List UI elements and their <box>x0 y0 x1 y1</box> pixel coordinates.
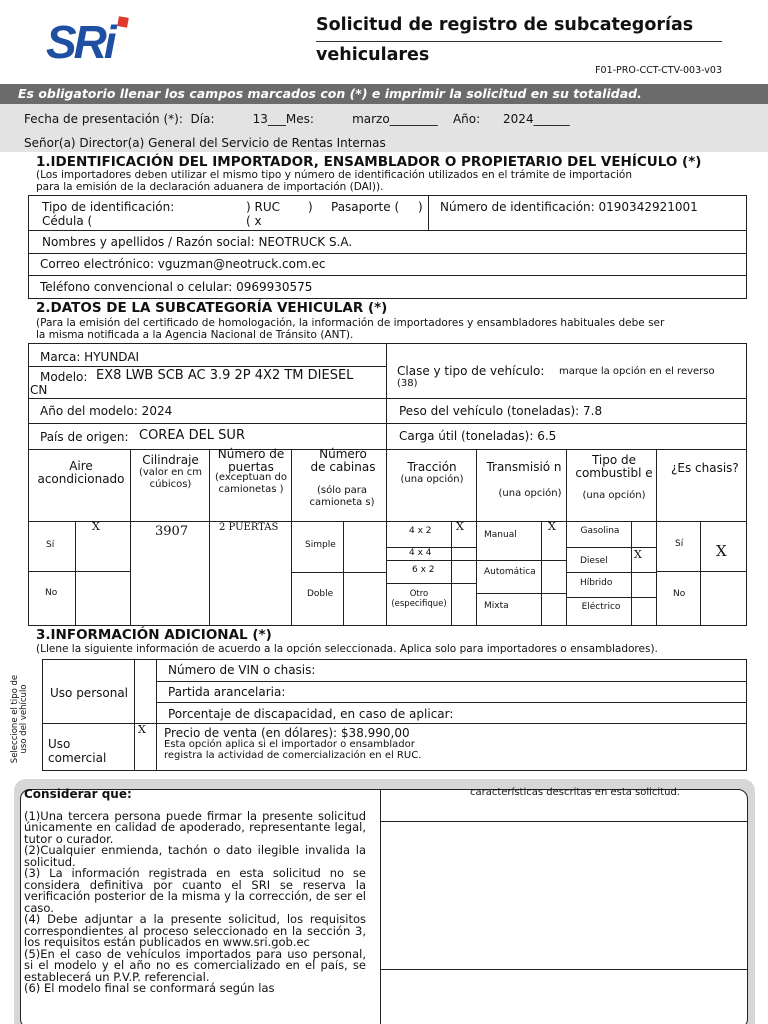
comb-electrico: Eléctrico <box>581 602 621 612</box>
vin-field[interactable]: Número de VIN o chasis: <box>168 663 316 677</box>
aire-no: No <box>45 588 58 598</box>
trans-automatica: Automática <box>484 567 536 577</box>
section2-title: 2.DATOS DE LA SUBCATEGORÍA VEHICULAR (*) <box>36 300 388 316</box>
col-combustible: Tipo de combustibl e <box>575 453 653 480</box>
consider-item-6: (6) El modelo final se conformará según las <box>24 981 275 995</box>
section3-title: 3.INFORMACIÓN ADICIONAL (*) <box>36 627 272 643</box>
chasis-mark[interactable]: X <box>716 542 727 560</box>
traccion-4x2: 4 x 2 <box>409 526 432 536</box>
ruc-option[interactable]: ) RUC <box>246 200 280 214</box>
email-field[interactable]: Correo electrónico: vguzman@neotruck.com.ec <box>40 257 326 271</box>
cilindraje-value[interactable]: 3907 <box>155 524 189 539</box>
pasaporte-option[interactable]: Pasaporte ( <box>331 200 400 214</box>
col-cabinas: Número de cabinas <box>310 447 376 474</box>
consider-right-text: características descritas en esta solicitud. <box>470 787 680 798</box>
section1-note-2: para la emisión de la declaración aduanera de importación (DAI)). <box>36 181 384 193</box>
partida-field[interactable]: Partida arancelaria: <box>168 685 286 699</box>
id-type-label: Tipo de identificación: <box>42 200 175 214</box>
section2-note-2: la misma notificada a la Agencia Nacional de Tránsito (ANT). <box>36 329 354 341</box>
uso-comercial-mark[interactable]: X <box>138 723 146 736</box>
consider-item-5: (5)En el caso de vehículos importados para uso personal, si el modelo y el año no es comercializado en el país, se establecerá un P.V.P. referencial. <box>24 946 366 984</box>
comb-diesel-mark[interactable]: X <box>634 548 642 561</box>
names-field[interactable]: Nombres y apellidos / Razón social: NEOTRUCK S.A. <box>42 235 353 249</box>
traccion-otro: Otro (especifique) <box>391 589 447 609</box>
phone-field[interactable]: Teléfono convencional o celular: 0969930575 <box>40 280 313 294</box>
discapacidad-field[interactable]: Porcentaje de discapacidad, en caso de aplicar: <box>168 707 454 721</box>
precio-field[interactable]: Precio de venta (en dólares): $38.990,00 <box>164 726 410 740</box>
peso-field[interactable]: Peso del vehículo (toneladas): 7.8 <box>399 404 603 418</box>
chasis-no: No <box>673 589 686 599</box>
precio-note-1: Esta opción aplica si el importador o ensamblador <box>164 739 415 750</box>
anio-modelo-field[interactable]: Año del modelo: 2024 <box>40 404 173 418</box>
svg-text:SRi: SRi <box>46 16 114 64</box>
page-title <box>316 10 726 70</box>
comb-diesel: Diesel <box>580 556 608 566</box>
clase-reference: (38) <box>397 378 418 389</box>
id-number-field[interactable]: Número de identificación: 0190342921001 <box>440 200 698 214</box>
col-traccion-sub: (una opción) <box>400 474 464 485</box>
trans-manual-mark[interactable]: X <box>548 520 556 533</box>
section1-title: 1.IDENTIFICACIÓN DEL IMPORTADOR, ENSAMBLADOR O PROPIETARIO DEL VEHÍCULO (*) <box>36 154 702 170</box>
title-line-1: Solicitud de registro de subcategorías <box>316 15 694 35</box>
section2-note-1: (Para la emisión del certificado de homologación, la información de importadores y ensambladores habituales debe ser <box>36 317 665 329</box>
form-code: F01-PRO-CCT-CTV-003-v03 <box>595 65 722 76</box>
modelo-continuation: CN <box>30 383 48 397</box>
traccion-4x4: 4 x 4 <box>409 548 432 558</box>
comb-hibrido: Híbrido <box>580 578 613 588</box>
col-transmision-sub: (una opción) <box>498 488 562 499</box>
director-salutation: Señor(a) Director(a) General del Servicio de Rentas Internas <box>24 136 386 150</box>
section1-note-1: (Los importadores deben utilizar el mismo tipo y número de identificación utilizados en el trámite de importación <box>36 169 633 181</box>
chasis-si: Sí <box>675 539 684 549</box>
mandatory-banner: Es obligatorio llenar los campos marcados con (*) e imprimir la solicitud en su totalidad. <box>0 84 768 104</box>
puertas-value[interactable]: 2 PUERTAS <box>219 522 279 533</box>
title-divider <box>316 41 722 42</box>
traccion-6x2: 6 x 2 <box>412 565 435 575</box>
consider-item-1: (1)Una tercera persona puede firmar la presente solicitud únicamente en calidad de apoderado, representante legal, tutor o curador. <box>24 808 366 846</box>
col-combustible-sub: (una opción) <box>582 490 646 501</box>
aire-mark[interactable]: X <box>92 520 100 533</box>
uso-personal[interactable]: Uso personal <box>50 686 129 700</box>
trans-manual: Manual <box>484 530 517 540</box>
title-line-2: vehiculares <box>316 45 430 65</box>
marca-field[interactable]: Marca: HYUNDAI <box>40 350 140 364</box>
pasaporte-close: ) <box>418 200 423 214</box>
cedula-option[interactable]: Cédula ( <box>42 214 93 228</box>
col-puertas-sub: (exceptuan do camionetas ) <box>215 472 287 495</box>
usage-side-label: Seleccione el tipo de uso del vehículo <box>10 674 29 764</box>
consider-item-4: (4) Debe adjuntar a la presente solicitud, los requisitos correspondientes al proceso seleccionado en la sección 3, los requisitos están publicados en www.sri.gob.ec <box>24 912 366 949</box>
trans-mixta: Mixta <box>484 601 509 611</box>
col-cilindraje: Cilindraje <box>142 453 199 467</box>
usage-side-label-wrap <box>4 674 34 766</box>
section3-note: (Llene la siguiente información de acuerdo a la opción seleccionada. Aplica solo para importadores o ensambladores). <box>36 643 658 655</box>
cabina-doble: Doble <box>307 589 334 599</box>
modelo-label: Modelo: <box>40 370 88 384</box>
pais-label: País de origen: <box>40 430 129 444</box>
col-aire: Aire acondicionado <box>37 459 125 486</box>
pais-value[interactable]: COREA DEL SUR <box>139 428 245 443</box>
col-puertas: Número de puertas <box>217 447 285 474</box>
consider-list <box>24 789 366 995</box>
col-transmision: Transmisió n <box>486 460 562 474</box>
uso-comercial[interactable]: Uso comercial <box>48 737 107 765</box>
comb-gasolina: Gasolina <box>580 526 620 536</box>
consider-title: Considerar que: <box>24 787 132 801</box>
modelo-value[interactable]: EX8 LWB SCB AC 3.9 2P 4X2 TM DIESEL <box>96 368 354 383</box>
consider-item-3: (3) La información registrada en esta solicitud no se considera definitiva por cuanto el SRI se reserva la verificación posterior de la misma y la corrección, de ser el caso. <box>24 866 366 915</box>
col-chasis: ¿Es chasis? <box>671 461 739 475</box>
presentation-date[interactable]: Fecha de presentación (*): Día: 13___Mes: marzo________ Año: 2024______ <box>24 112 570 126</box>
consider-item-2: (2)Cualquier enmienda, tachón o dato ilegible invalida la solicitud. <box>24 843 366 869</box>
aire-si: Sí <box>46 540 55 550</box>
col-cabinas-sub: (sólo para camioneta s) <box>309 485 375 508</box>
sri-logo <box>46 14 136 64</box>
ruc-close: ) <box>308 200 313 214</box>
cedula-mark: ( x <box>246 214 262 228</box>
clase-hint: marque la opción en el reverso <box>559 366 715 377</box>
traccion-4x2-mark[interactable]: X <box>456 520 464 533</box>
col-cilindraje-sub: (valor en cm cúbicos) <box>138 467 203 490</box>
clase-label: Clase y tipo de vehículo: <box>397 364 545 378</box>
cabina-simple: Simple <box>305 540 336 550</box>
col-traccion: Tracción <box>407 460 457 474</box>
carga-field[interactable]: Carga útil (toneladas): 6.5 <box>399 429 557 443</box>
precio-note-2: registra la actividad de comercialización en el RUC. <box>164 750 422 761</box>
